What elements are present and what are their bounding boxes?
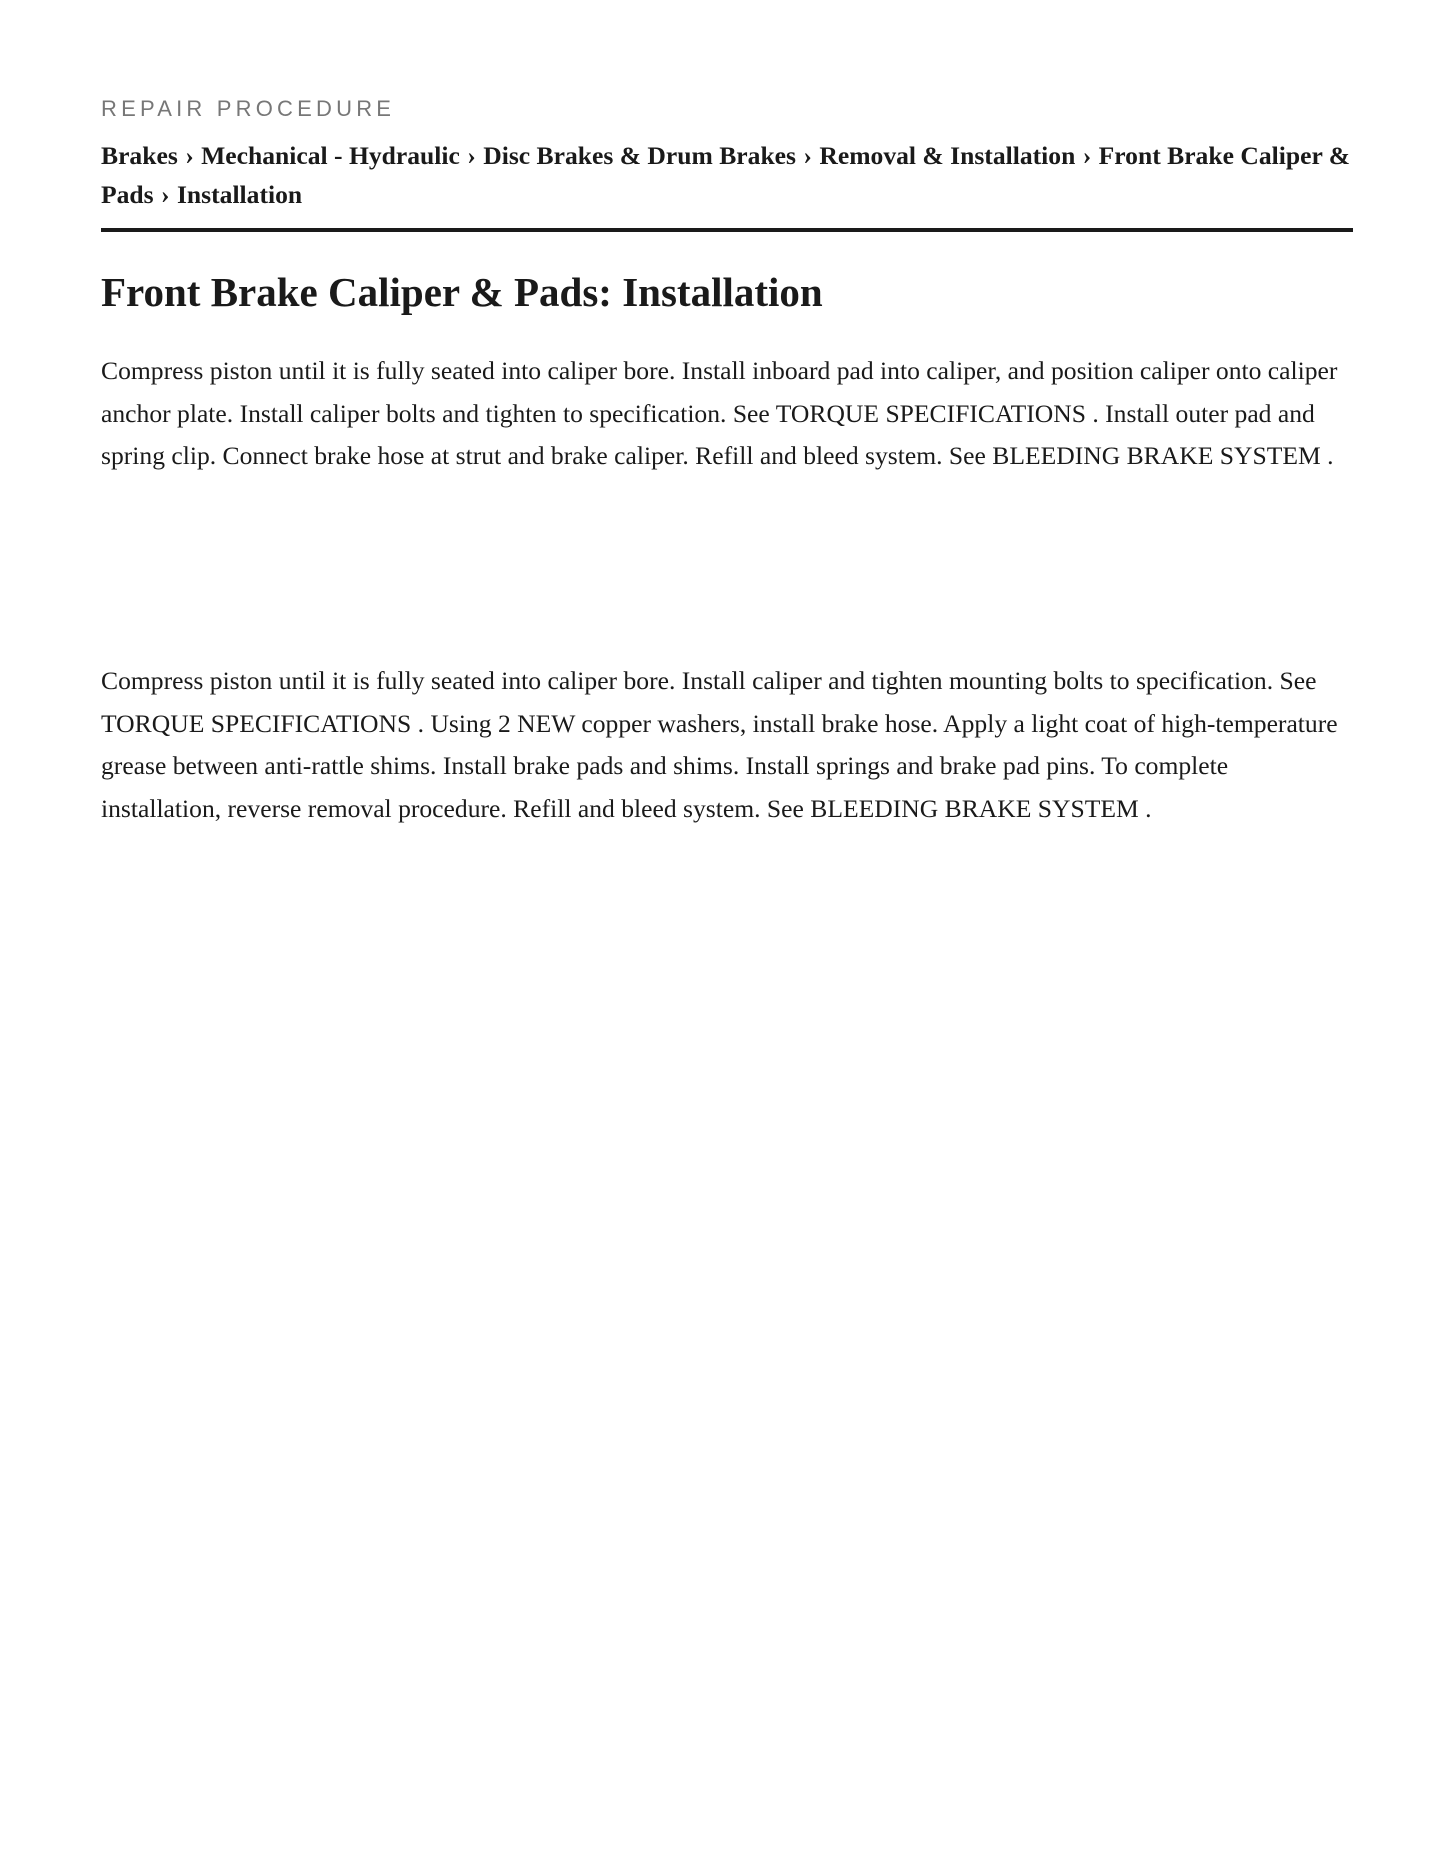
breadcrumb-separator: › — [161, 180, 170, 209]
paragraph-text: Compress piston until it is fully seated into caliper bore. Install caliper and tighten mounting bolts to specification. See — [101, 666, 1317, 695]
paragraph-text: Compress piston until it is fully seated into caliper bore. Install inboard pad into caliper, and position caliper onto caliper anchor plate. Install caliper bolts and tighten to specification. See — [101, 356, 1338, 428]
breadcrumb-item-mechanical-hydraulic[interactable]: Mechanical - Hydraulic — [201, 141, 460, 170]
torque-specifications-link[interactable]: TORQUE SPECIFICATIONS — [775, 398, 1086, 428]
breadcrumb-separator: › — [185, 141, 194, 170]
breadcrumb-item-installation: Installation — [176, 180, 303, 209]
header-divider — [101, 228, 1353, 232]
paragraph-text: . — [1138, 793, 1152, 823]
bleeding-brake-system-link[interactable]: BLEEDING BRAKE SYSTEM — [810, 793, 1139, 823]
procedure-paragraph — [101, 350, 1353, 478]
paragraph-text: . Install outer pad and spring clip. Connect brake hose at strut and brake caliper. Refill and bleed system. See — [101, 398, 1315, 470]
breadcrumb-separator: › — [803, 141, 812, 170]
breadcrumb-separator: › — [1082, 141, 1092, 170]
breadcrumb-separator: › — [467, 141, 476, 170]
doc-type-label: REPAIR PROCEDURE — [101, 96, 396, 121]
paragraph-text: . — [1320, 441, 1334, 470]
procedure-paragraph — [101, 660, 1353, 830]
breadcrumb-item-removal-installation[interactable]: Removal & Installation — [819, 141, 1076, 170]
bleeding-brake-system-link[interactable]: BLEEDING BRAKE SYSTEM — [992, 441, 1321, 470]
breadcrumb-item-disc-drum-brakes[interactable]: Disc Brakes & Drum Brakes — [483, 141, 797, 170]
breadcrumb-item-front-brake-caliper-pads[interactable]: Front Brake Caliper & Pads — [101, 141, 1351, 209]
breadcrumb-item-brakes[interactable]: Brakes — [101, 141, 178, 170]
torque-specifications-link[interactable]: TORQUE SPECIFICATIONS — [101, 708, 412, 738]
paragraph-text: . Using 2 NEW copper washers, install brake hose. Apply a light coat of high-temperature grease between anti-rattle shims. Install brake pads and shims. Install springs and brake pad pins. To complete installation, reverse removal procedure. Refill and bleed system. See — [101, 708, 1338, 823]
breadcrumb — [101, 136, 1353, 214]
page-title: Front Brake Caliper & Pads: Installation — [101, 269, 823, 315]
